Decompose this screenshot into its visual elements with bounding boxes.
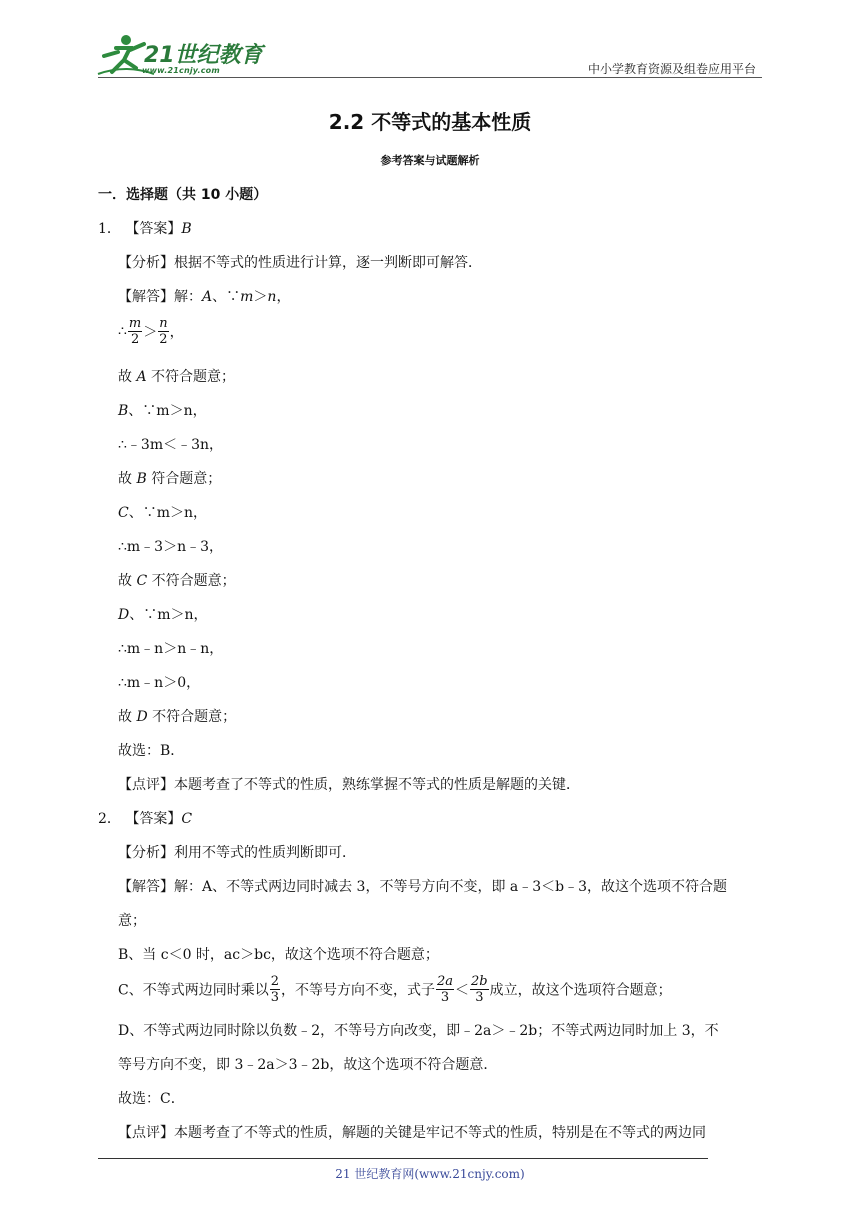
q2-solution-d-cont: 等号方向不变，即 3﹣2a＞3﹣2b，故这个选项不符合题意． — [118, 1057, 498, 1073]
logo-url: www.21cnjy.com — [142, 66, 220, 75]
q1-b-step1: B、∵m＞n， — [118, 403, 207, 419]
fraction-m-over-2: $\frac{m}{2}$ — [128, 316, 142, 347]
q1-c-step1: C、∵m＞n， — [118, 505, 208, 521]
section-heading: 一．选择题（共 10 小题） — [98, 187, 268, 203]
q1-solution-start: 【解答】解：A、∵m＞n， — [118, 289, 291, 305]
q2-answer-line: 2． 【答案】C — [98, 811, 193, 827]
q2-solution-a-cont: 意； — [118, 913, 146, 929]
footer-link[interactable]: 21 世纪教育网(www.21cnjy.com) — [335, 1167, 525, 1181]
fraction-2b-over-3: $\frac{2b}{3}$ — [471, 974, 488, 1005]
fraction-n-over-2: $\frac{n}{2}$ — [159, 316, 168, 347]
q1-d-step1: D、∵m＞n， — [118, 607, 208, 623]
q1-a-conclusion: 故 A 不符合题意； — [118, 369, 236, 385]
q1-b-conclusion: 故 B 符合题意； — [118, 471, 222, 487]
q2-analysis: 【分析】利用不等式的性质判断即可． — [118, 845, 356, 861]
q1-analysis: 【分析】根据不等式的性质进行计算，逐一判断即可解答． — [118, 255, 482, 271]
fraction-2a-over-3: $\frac{2a}{3}$ — [437, 974, 454, 1005]
q1-choice: 故选：B． — [118, 743, 185, 759]
q1-fraction-line: ∴ $\frac{m}{2}$ ＞ $\frac{n}{2}$ ， — [118, 316, 184, 347]
q2-solution-b: B、当 c＜0 时，ac＞bc，故这个选项不符合题意； — [118, 947, 439, 963]
platform-name: 中小学教育资源及组卷应用平台 — [587, 62, 756, 76]
q1-d-step2: ∴m﹣n＞n﹣n， — [118, 641, 224, 657]
logo-text: 21世纪教育 — [144, 43, 263, 68]
q1-answer-line: 1． 【答案】B — [98, 221, 192, 237]
fraction-2-over-3: $\frac{2}{3}$ — [270, 974, 279, 1005]
footer-divider — [98, 1158, 708, 1159]
q1-b-step2: ∴﹣3m＜﹣3n， — [118, 437, 224, 453]
header-divider — [98, 77, 762, 78]
q2-solution-c: C、不等式两边同时乘以 $\frac{2}{3}$ ，不等号方向不变，式子 $\frac{2a}{3}$ ＜ $\frac{2b}{3}$ 成立，故这个选项符合题意； — [118, 974, 672, 1005]
page-title: 2.2 不等式的基本性质 — [328, 110, 532, 134]
q1-comment: 【点评】本题考查了不等式的性质，熟练掌握不等式的性质是解题的关键． — [118, 777, 580, 793]
q1-c-step2: ∴m﹣3＞n﹣3， — [118, 539, 224, 555]
q2-solution-a: 【解答】解：A、不等式两边同时减去 3，不等号方向不变，即 a﹣3＜b﹣3，故这个选项不符合题 — [118, 879, 728, 895]
q2-choice: 故选：C． — [118, 1091, 185, 1107]
q1-d-conclusion: 故 D 不符合题意； — [118, 709, 237, 725]
page-subtitle: 参考答案与试题解析 — [380, 154, 480, 167]
q1-c-conclusion: 故 C 不符合题意； — [118, 573, 236, 589]
q2-comment: 【点评】本题考查了不等式的性质，解题的关键是牢记不等式的性质，特别是在不等式的两边同 — [118, 1125, 706, 1141]
q1-d-step3: ∴m﹣n＞0， — [118, 675, 201, 691]
q2-solution-d: D、不等式两边同时除以负数﹣2，不等号方向改变，即﹣2a＞﹣2b；不等式两边同时加上 3，不 — [118, 1023, 719, 1039]
